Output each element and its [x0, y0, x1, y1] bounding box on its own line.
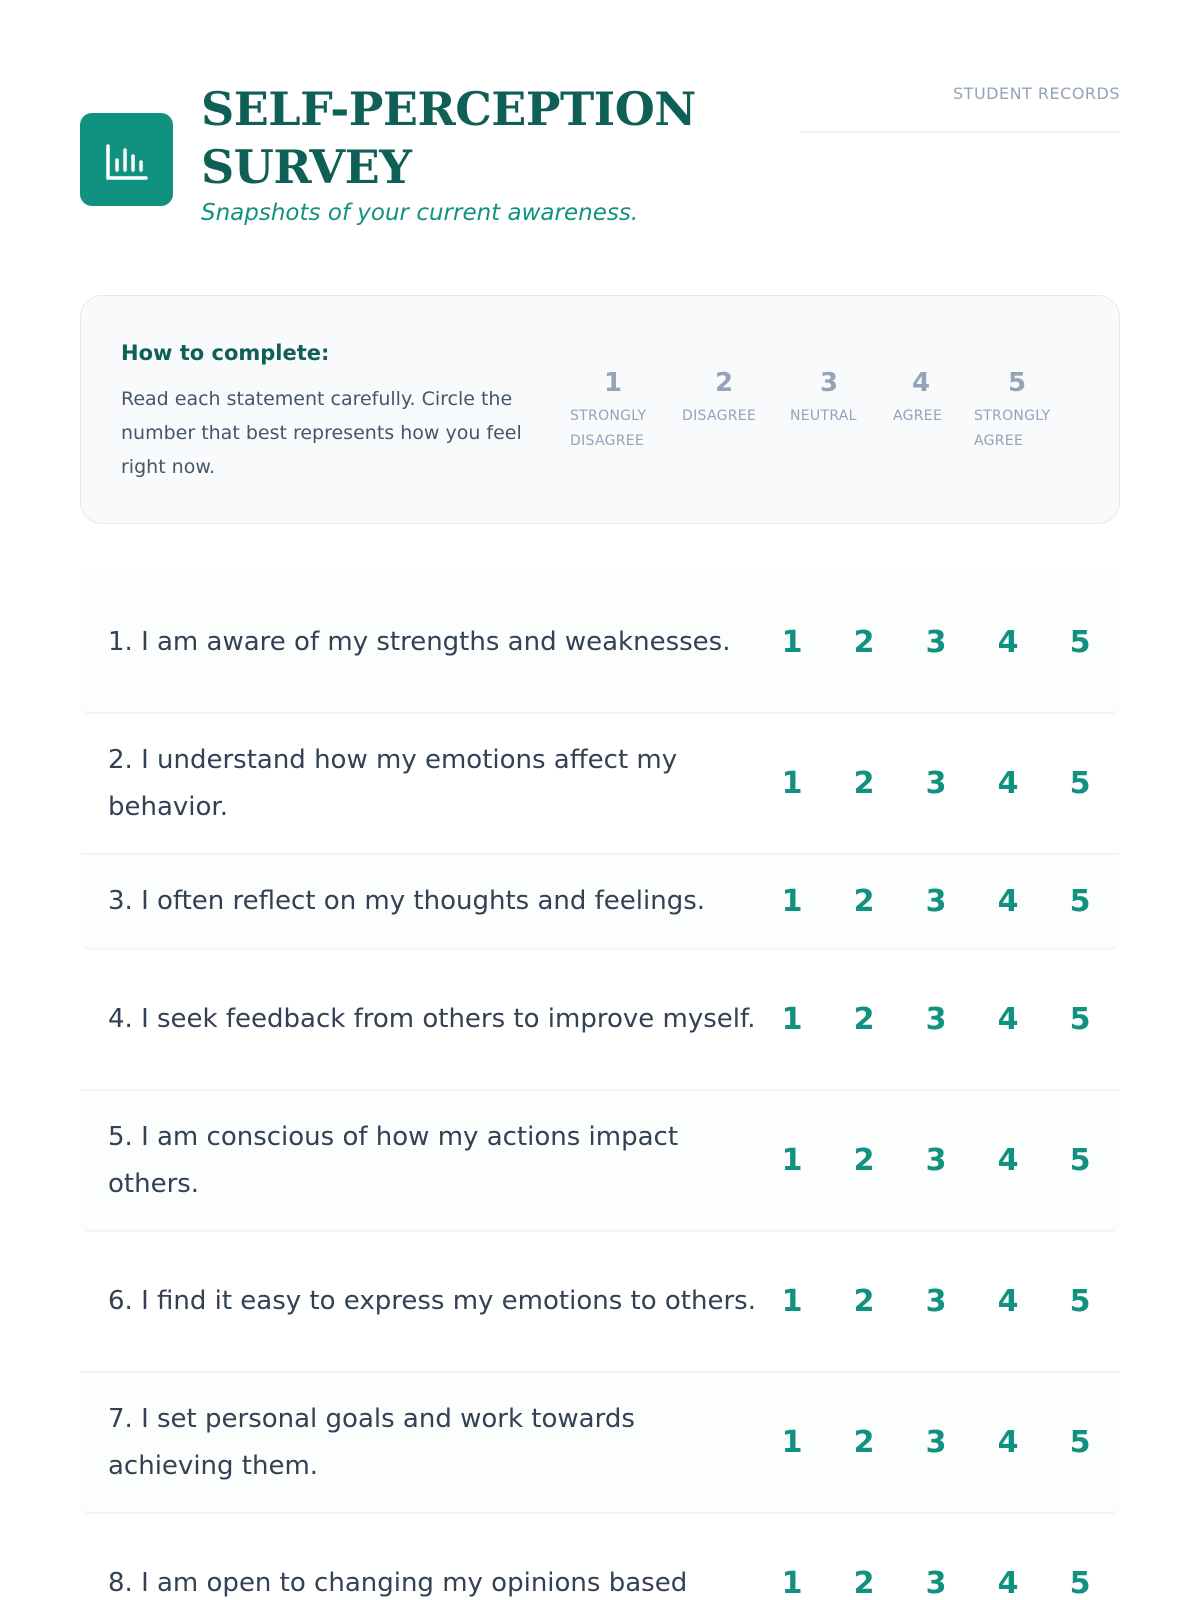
rating-option-2[interactable]: 2	[853, 1566, 875, 1600]
scale-item-1	[570, 368, 646, 454]
rating-option-2[interactable]: 2	[853, 1143, 875, 1178]
rating-option-3[interactable]: 3	[925, 625, 947, 660]
rating-option-1[interactable]: 1	[781, 1566, 803, 1600]
instructions-text: Read each statement carefully. Circle the number that best represents how you feel right now.	[121, 388, 522, 478]
rating-option-1[interactable]: 1	[781, 1143, 803, 1178]
rating-option-3[interactable]: 3	[925, 884, 947, 919]
rating-option-1[interactable]: 1	[781, 766, 803, 801]
question-row	[80, 950, 1120, 1091]
scale-item-2	[682, 368, 756, 429]
scale-value: 3	[820, 368, 839, 398]
question-text: 7. I set personal goals and work towards achieving them.	[108, 1403, 635, 1481]
rating-options	[756, 855, 1116, 948]
page-title: SELF-PERCEPTION SURVEY	[201, 82, 696, 194]
scale-value: 5	[1008, 368, 1027, 398]
scale-value: 2	[715, 368, 734, 398]
question-text: 1. I am aware of my strengths and weaknesses.	[108, 627, 731, 657]
rating-option-1[interactable]: 1	[781, 884, 803, 919]
rating-option-4[interactable]: 4	[997, 625, 1019, 660]
student-records	[800, 84, 1120, 133]
rating-option-5[interactable]: 5	[1069, 884, 1091, 919]
rating-option-3[interactable]: 3	[925, 1425, 947, 1460]
question-row	[80, 1091, 1120, 1232]
question-text: 3. I often reflect on my thoughts and feelings.	[108, 886, 706, 916]
instructions-card	[80, 295, 1120, 524]
question-row	[80, 573, 1120, 714]
rating-option-2[interactable]: 2	[853, 1425, 875, 1460]
question-text: 5. I am conscious of how my actions impact others.	[108, 1121, 679, 1199]
rating-option-1[interactable]: 1	[781, 1425, 803, 1460]
question-row	[80, 1514, 1120, 1600]
rating-option-5[interactable]: 5	[1069, 1566, 1091, 1600]
rating-option-2[interactable]: 2	[853, 625, 875, 660]
question-list	[80, 573, 1120, 1600]
scale-label: STRONGLY AGREE	[974, 408, 1051, 449]
scale-label: AGREE	[893, 408, 943, 424]
rating-option-3[interactable]: 3	[925, 766, 947, 801]
question-text: 6. I find it easy to express my emotions to others.	[108, 1286, 756, 1316]
question-row	[80, 714, 1120, 855]
rating-option-2[interactable]: 2	[853, 1284, 875, 1319]
scale-label: STRONGLY DISAGREE	[570, 408, 647, 449]
rating-options	[756, 1232, 1116, 1371]
scale-item-5	[974, 368, 1050, 454]
rating-option-3[interactable]: 3	[925, 1284, 947, 1319]
scale-value: 4	[912, 368, 931, 398]
question-text: 8. I am open to changing my opinions based	[108, 1568, 688, 1598]
question-text: 4. I seek feedback from others to improve myself.	[108, 1004, 756, 1034]
rating-option-3[interactable]: 3	[925, 1566, 947, 1600]
question-text: 2. I understand how my emotions affect my behavior.	[108, 744, 678, 822]
instructions-heading: How to complete:	[121, 341, 330, 365]
rating-option-4[interactable]: 4	[997, 766, 1019, 801]
rating-option-1[interactable]: 1	[781, 1284, 803, 1319]
scale-item-3	[790, 368, 857, 429]
bar-chart-icon	[80, 113, 173, 206]
student-records-field[interactable]	[800, 131, 1120, 133]
rating-option-4[interactable]: 4	[997, 1143, 1019, 1178]
scale-value: 1	[604, 368, 623, 398]
rating-option-5[interactable]: 5	[1069, 1143, 1091, 1178]
rating-option-1[interactable]: 1	[781, 1002, 803, 1037]
scale-label: DISAGREE	[682, 408, 757, 424]
rating-option-4[interactable]: 4	[997, 1425, 1019, 1460]
rating-option-5[interactable]: 5	[1069, 766, 1091, 801]
rating-option-3[interactable]: 3	[925, 1143, 947, 1178]
rating-option-2[interactable]: 2	[853, 1002, 875, 1037]
rating-option-2[interactable]: 2	[853, 884, 875, 919]
rating-options	[756, 714, 1116, 853]
survey-header	[80, 0, 1120, 250]
rating-options	[756, 950, 1116, 1089]
question-row	[80, 1232, 1120, 1373]
scale-label: NEUTRAL	[790, 408, 857, 424]
rating-option-5[interactable]: 5	[1069, 1284, 1091, 1319]
rating-option-4[interactable]: 4	[997, 1002, 1019, 1037]
question-row	[80, 855, 1120, 950]
rating-option-1[interactable]: 1	[781, 625, 803, 660]
rating-option-5[interactable]: 5	[1069, 1002, 1091, 1037]
rating-option-4[interactable]: 4	[997, 884, 1019, 919]
page-subtitle: Snapshots of your current awareness.	[201, 200, 639, 226]
rating-option-4[interactable]: 4	[997, 1284, 1019, 1319]
rating-option-3[interactable]: 3	[925, 1002, 947, 1037]
rating-options	[756, 573, 1116, 712]
question-row	[80, 1373, 1120, 1514]
student-records-label: STUDENT RECORDS	[953, 84, 1120, 103]
rating-option-2[interactable]: 2	[853, 766, 875, 801]
scale-item-4	[893, 368, 942, 429]
rating-options	[756, 1373, 1116, 1512]
rating-option-5[interactable]: 5	[1069, 1425, 1091, 1460]
rating-options	[756, 1091, 1116, 1230]
rating-option-5[interactable]: 5	[1069, 625, 1091, 660]
rating-option-4[interactable]: 4	[997, 1566, 1019, 1600]
rating-options	[756, 1514, 1116, 1600]
